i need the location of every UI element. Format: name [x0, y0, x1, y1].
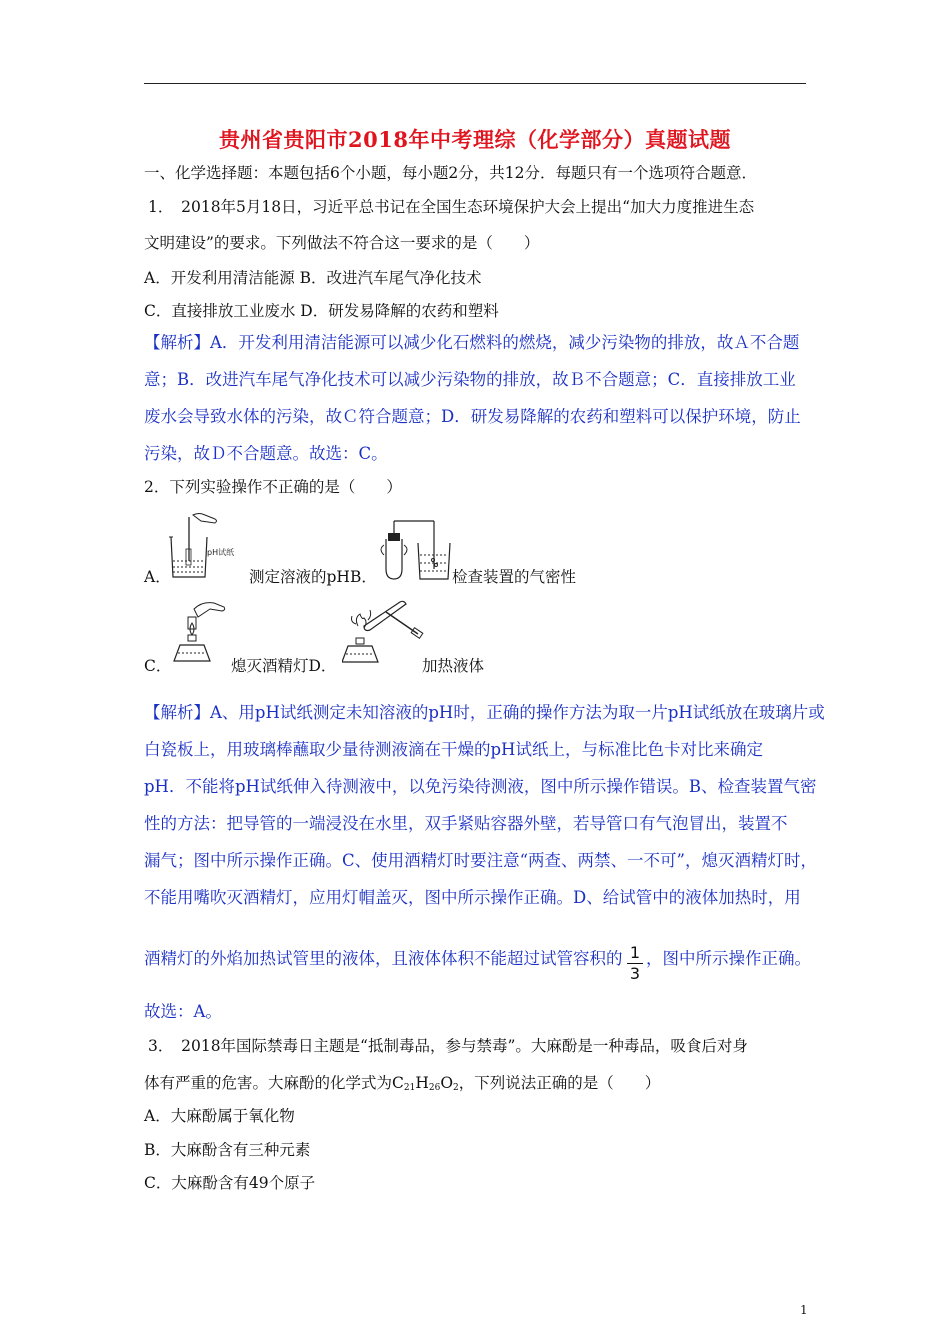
q3-stem-line1: 3． 2018年国际禁毒日主题是“抵制毒品，参与禁毒”。大麻酚是一种毒品，吸食后对身: [148, 1037, 748, 1055]
q3-option-a: A．大麻酚属于氧化物: [144, 1107, 295, 1125]
fraction-numerator: 1: [629, 943, 641, 962]
q2-analysis-line2: 白瓷板上，用玻璃棒蘸取少量待测液滴在干燥的pH试纸上，与标准比色卡对比来确定: [144, 740, 763, 759]
q2-analysis-conclusion: 故选：A。: [144, 1002, 222, 1021]
q2-option-d-caption: 加热液体: [422, 657, 485, 675]
q1-analysis-line2: 意；B．改进汽车尾气净化技术可以减少污染物的排放，故Ｂ不合题意；C．直接排放工业: [144, 370, 796, 389]
q2-option-c-caption: 熄灭酒精灯D．: [231, 657, 337, 675]
fraction-denominator: 3: [629, 964, 641, 983]
q2-analysis-line5: 漏气；图中所示操作正确。C、使用酒精灯时要注意“两查、两禁、一不可”，熄灭酒精灯时，: [144, 851, 817, 870]
header-rule: [144, 83, 806, 84]
formula-sub-c: 21: [403, 1083, 416, 1093]
formula-o: O: [440, 1074, 454, 1092]
q2-analysis-line3: pH．不能将pH试纸伸入待测液中，以免污染待测液，图中所示操作错误。B、检查装置气密: [144, 777, 817, 796]
ph-paper-label: pH试纸: [207, 548, 235, 557]
q1-analysis-line1: 【解析】A．开发利用清洁能源可以减少化石燃料的燃烧，减少污染物的排放，故Ａ不合题: [144, 333, 800, 352]
q1-options-line2: C．直接排放工业废水 D．研发易降解的农药和塑料: [144, 302, 499, 320]
q3-option-c: C．大麻酚含有49个原子: [144, 1174, 316, 1192]
q1-stem-line2: 文明建设”的要求。下列做法不符合这一要求的是（ ）: [144, 234, 540, 252]
fraction-one-third: [627, 944, 643, 983]
q3-stem-line2: [144, 1073, 660, 1098]
alcohol-lamp-cap-figure: [170, 597, 228, 667]
airtightness-figure: [378, 515, 452, 585]
q1-analysis-line4: 污染，故Ｄ不合题意。故选：C。: [144, 444, 388, 463]
page-title: 贵州省贵阳市2018年中考理综（化学部分）真题试题: [219, 127, 731, 152]
q2-analysis-line7-before: 酒精灯的外焰加热试管里的液体，且液体体积不能超过试管容积的: [144, 949, 623, 968]
q2-analysis-line4: 性的方法：把导管的一端浸没在水里，双手紧贴容器外壁，若导管口有气泡冒出，装置不: [144, 814, 788, 833]
q3-stem-suffix: ，下列说法正确的是（ ）: [458, 1074, 661, 1092]
q2-option-a-letter: A．: [144, 568, 171, 586]
formula-sub-h: 26: [428, 1083, 441, 1093]
formula-sub-o: 2: [453, 1083, 459, 1093]
q2-stem: 2．下列实验操作不正确的是（ ）: [144, 478, 402, 496]
q2-option-b-caption: 检查装置的气密性: [452, 568, 577, 586]
q2-analysis-line7-after: ，图中所示操作正确。: [646, 949, 811, 968]
q1-options-line1: A．开发利用清洁能源 B．改进汽车尾气净化技术: [144, 269, 482, 287]
section-heading: 一、化学选择题：本题包括6个小题，每小题2分，共12分．每题只有一个选项符合题意．: [144, 164, 757, 182]
q3-option-b: B．大麻酚含有三种元素: [144, 1141, 311, 1159]
q2-option-a-caption: 测定溶液的pHB．: [249, 568, 377, 586]
heating-liquid-figure: [342, 596, 428, 668]
page-number: 1: [800, 1303, 808, 1317]
q1-analysis-line3: 废水会导致水体的污染，故Ｃ符合题意；D．研发易降解的农药和塑料可以保护环境，防止: [144, 407, 801, 426]
q3-stem-prefix: 体有严重的危害。大麻酚的化学式为C: [144, 1074, 404, 1092]
q2-option-c-letter: C．: [144, 657, 172, 675]
q2-analysis-line1: 【解析】A、用pH试纸测定未知溶液的pH时，正确的操作方法为取一片pH试纸放在玻璃片或: [144, 703, 825, 722]
q2-analysis-line6: 不能用嘴吹灭酒精灯，应用灯帽盖灭，图中所示操作正确。D、给试管中的液体加热时，用: [144, 888, 801, 907]
ph-test-figure: [163, 511, 255, 583]
q1-stem-line1: 1． 2018年5月18日，习近平总书记在全国生态环境保护大会上提出“加大力度推进生态: [148, 198, 755, 216]
formula-h: H: [415, 1074, 429, 1092]
